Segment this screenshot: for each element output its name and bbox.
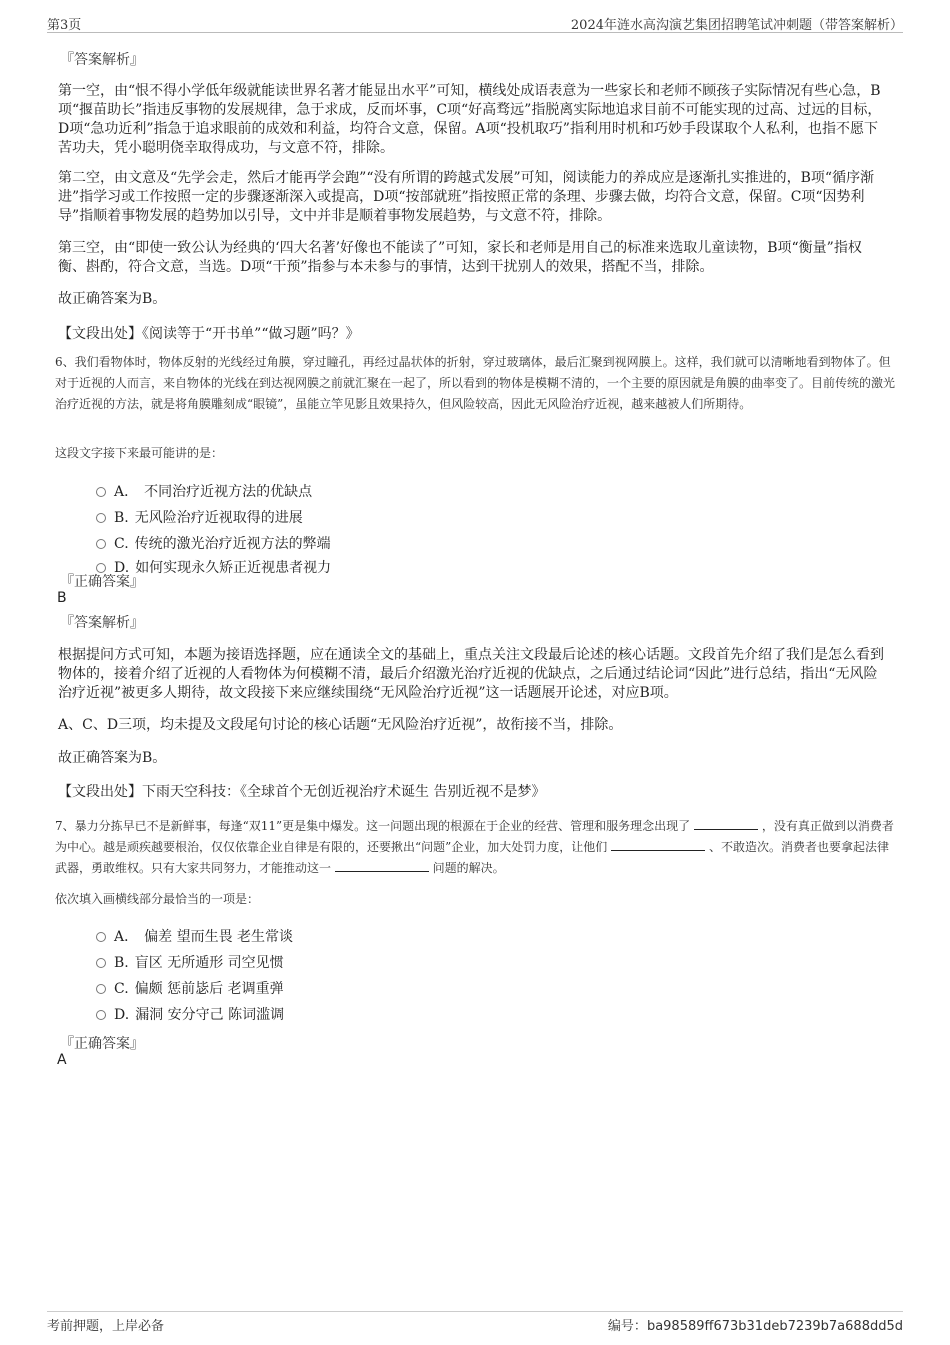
q7-option-c[interactable]: C. 偏颇 惩前毖后 老调重弹: [96, 978, 284, 998]
radio-icon[interactable]: [96, 513, 106, 523]
q6-analysis-p1: 根据提问方式可知，本题为接语选择题，应在通读全文的基础上，重点关注文段最后论述的核心话题。文段首先介绍了我们是怎么看到物体的，接着介绍了近视的人看物体为何模糊不清，最后介绍激光治疗近视的优缺点，之后通过结论词“因此”进行总结，指出“无风险治疗近视”被更多人期待，故文段接下来应继续围绕“无风险治疗近视”这一话题展开论述，对应B项。: [58, 647, 884, 701]
radio-icon[interactable]: [96, 984, 106, 994]
q6-option-c[interactable]: C. 传统的激光治疗近视方法的弊端: [96, 533, 331, 553]
q6-option-a[interactable]: A． 不同治疗近视方法的优缺点: [96, 481, 312, 501]
page-header: [47, 12, 903, 33]
q7-question: 依次填入画横线部分最恰当的一项是：: [55, 892, 260, 906]
q5-source: 【文段出处】《阅读等于“开书单”“做习题”吗？》: [58, 326, 360, 342]
q5-conclusion: 故正确答案为B。: [58, 291, 167, 307]
q6-analysis-p2: A、C、D三项，均未提及文段尾句讨论的核心话题“无风险治疗近视”，故衔接不当，排除。: [58, 717, 623, 733]
radio-icon[interactable]: [96, 487, 106, 497]
page-number: 第3页: [47, 18, 82, 33]
q6-answer: B: [57, 590, 67, 606]
q7-answer: A: [57, 1052, 67, 1068]
document-title: 2024年涟水高沟演艺集团招聘笔试冲刺题（带答案解析）: [570, 18, 903, 33]
q6-option-d[interactable]: D. 如何实现永久矫正近视患者视力: [96, 557, 331, 577]
q7-option-b[interactable]: B. 盲区 无所遁形 司空见惯: [96, 952, 284, 972]
q6-stem: 6、我们看物体时，物体反射的光线经过角膜，穿过瞳孔，再经过晶状体的折射，穿过玻璃体，最后汇聚到视网膜上。这样，我们就可以清晰地看到物体了。但对于近视的人而言，来自物体的光线在到达视网膜之前就汇聚在一起了，所以看到的物体是模糊不清的，一个主要的原因就是角膜的曲率变了。目前传统的激光治疗近视的方法，就是将角膜雕刻成“眼镜”，虽能立竿见影且效果持久，但风险较高，因此无风险治疗近视，越来越被人们所期待。: [55, 355, 896, 411]
radio-icon[interactable]: [96, 932, 106, 942]
page-footer: [47, 1311, 903, 1336]
q7-blank-1[interactable]: [694, 817, 758, 830]
radio-icon[interactable]: [96, 958, 106, 968]
footer-code: 编号：ba98589ff673b31deb7239b7a688dd5d: [607, 1319, 903, 1334]
q7-option-a[interactable]: A． 偏差 望而生畏 老生常谈: [96, 926, 293, 946]
q5-analysis-p3: 第三空，由“即使一致公认为经典的‘四大名著’好像也不能读了”可知，家长和老师是用自己的标准来选取儿童读物，B项“衡量”指权衡、斟酌，符合文意，当选。D项“干预”指参与本未参与的事情，达到干扰别人的效果，搭配不当，排除。: [58, 240, 862, 275]
q7-blank-3[interactable]: [335, 859, 429, 872]
q6-analysis-label: 『答案解析』: [60, 615, 144, 631]
q7-answer-label: 『正确答案』: [60, 1036, 144, 1052]
q6-conclusion: 故正确答案为B。: [58, 750, 167, 766]
q7-stem: 7、暴力分拣早已不是新鲜事，每逢“双11”更是集中爆发。这一问题出现的根源在于企业的经营、管理和服务理念出现了 ，没有真正做到以消费者为中心。越是顽疾越要根治，仅仅依靠企业自律是有限的，还要揪出“问题”企业，加大处罚力度，让他们 、不敢造次。消费者也要拿起法律武器，勇敢维权。只有大家共同努力，才能推动这一 问题的解决。: [55, 819, 894, 875]
q5-analysis-label: 『答案解析』: [60, 52, 144, 68]
q5-analysis-p1: 第一空，由“恨不得小学低年级就能读世界名著才能显出水平”可知，横线处成语表意为一些家长和老师不顾孩子实际情况有些心急，B项“揠苗助长”指违反事物的发展规律，急于求成，反而坏事，C项“好高骛远”指脱离实际地追求目前不可能实现的过高、过远的目标，D项“急功近利”指急于追求眼前的成效和利益，均符合文意，保留。A项“投机取巧”指利用时机和巧妙手段谋取个人私利，也指不愿下苦功夫，凭小聪明侥幸取得成功，与文意不符，排除。: [58, 83, 882, 156]
q6-option-b[interactable]: B. 无风险治疗近视取得的进展: [96, 507, 303, 527]
radio-icon[interactable]: [96, 1010, 106, 1020]
q6-answer-label: 『正确答案』: [60, 574, 144, 590]
q6-source: 【文段出处】下雨天空科技：《全球首个无创近视治疗术诞生 告别近视不是梦》: [58, 784, 546, 800]
q6-question: 这段文字接下来最可能讲的是：: [55, 446, 224, 460]
q7-option-d[interactable]: D. 漏洞 安分守己 陈词滥调: [96, 1004, 284, 1024]
footer-slogan: 考前押题，上岸必备: [47, 1319, 165, 1334]
radio-icon[interactable]: [96, 539, 106, 549]
q7-blank-2[interactable]: [611, 838, 705, 851]
q5-analysis-p2: 第二空，由文意及“先学会走，然后才能再学会跑”“没有所谓的跨越式发展”可知，阅读能力的养成应是逐渐扎实推进的，B项“循序渐进”指学习或工作按照一定的步骤逐渐深入或提高，D项“按部就班”指按照正常的条理、步骤去做，均符合文意，保留。C项“因势利导”指顺着事物发展的趋势加以引导，文中并非是顺着事物发展趋势，与文意不符，排除。: [58, 170, 875, 224]
